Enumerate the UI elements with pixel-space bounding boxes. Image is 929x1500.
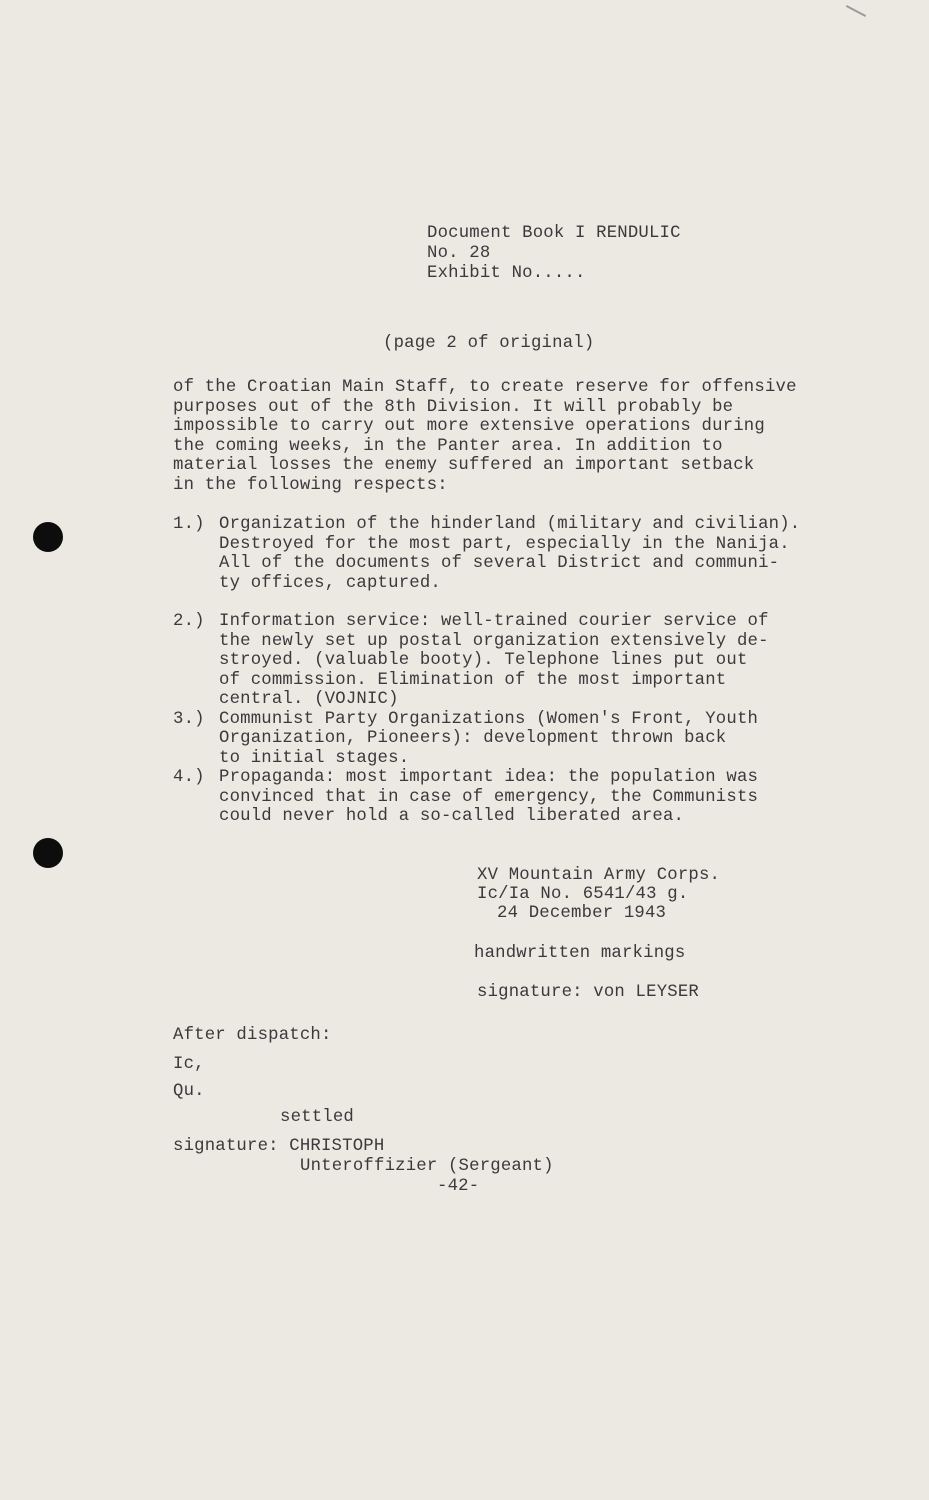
reference-number: Ic/Ia No. 6541/43 g. xyxy=(477,885,689,904)
intro-line: impossible to carry out more extensive operations during xyxy=(173,417,765,436)
exhibit-number: Exhibit No..... xyxy=(427,264,586,283)
dispatch-qu: Qu. xyxy=(173,1082,205,1101)
intro-line: the coming weeks, in the Panter area. In addition to xyxy=(173,437,723,456)
punch-hole xyxy=(33,838,63,868)
item-line: stroyed. (valuable booty). Telephone lines put out xyxy=(219,651,748,670)
intro-line: material losses the enemy suffered an important setback xyxy=(173,456,755,475)
item-number: 2.) xyxy=(173,612,205,631)
item-line: Destroyed for the most part, especially in the Nanija. xyxy=(219,535,790,554)
item-line: Organization of the hinderland (military and civilian). xyxy=(219,515,801,534)
item-number: 1.) xyxy=(173,515,205,534)
page-note: (page 2 of original) xyxy=(383,334,595,353)
unit-name: XV Mountain Army Corps. xyxy=(477,866,721,885)
item-number: 4.) xyxy=(173,768,205,787)
item-line: the newly set up postal organization extensively de- xyxy=(219,632,769,651)
item-line: could never hold a so-called liberated area. xyxy=(219,807,685,826)
item-line: All of the documents of several District and communi- xyxy=(219,554,780,573)
handwritten-markings-note: handwritten markings xyxy=(474,944,686,963)
signatory-rank: Unteroffizier (Sergeant) xyxy=(300,1157,554,1176)
item-line: ty offices, captured. xyxy=(219,574,441,593)
item-number: 3.) xyxy=(173,710,205,729)
after-dispatch-label: After dispatch: xyxy=(173,1026,332,1045)
item-line: Information service: well-trained courier service of xyxy=(219,612,769,631)
intro-line: purposes out of the 8th Division. It will probably be xyxy=(173,398,734,417)
page-corner-mark xyxy=(846,5,866,17)
dispatch-ic: Ic, xyxy=(173,1055,205,1074)
document-date: 24 December 1943 xyxy=(497,904,667,923)
document-number: No. 28 xyxy=(427,244,491,263)
page-number: -42- xyxy=(437,1177,480,1196)
signature-christoph: signature: CHRISTOPH xyxy=(173,1137,385,1156)
punch-hole xyxy=(33,522,63,552)
settled-note: settled xyxy=(280,1108,354,1127)
document-book-title: Document Book I RENDULIC xyxy=(427,224,681,243)
item-line: to initial stages. xyxy=(219,749,410,768)
signature-leyser: signature: von LEYSER xyxy=(477,983,699,1002)
item-line: central. (VOJNIC) xyxy=(219,690,399,709)
intro-line: of the Croatian Main Staff, to create reserve for offensive xyxy=(173,378,797,397)
item-line: of commission. Elimination of the most important xyxy=(219,671,727,690)
item-line: Organization, Pioneers): development thrown back xyxy=(219,729,727,748)
item-line: Communist Party Organizations (Women's Front, Youth xyxy=(219,710,759,729)
intro-line: in the following respects: xyxy=(173,476,448,495)
item-line: convinced that in case of emergency, the Communists xyxy=(219,788,759,807)
item-line: Propaganda: most important idea: the population was xyxy=(219,768,759,787)
